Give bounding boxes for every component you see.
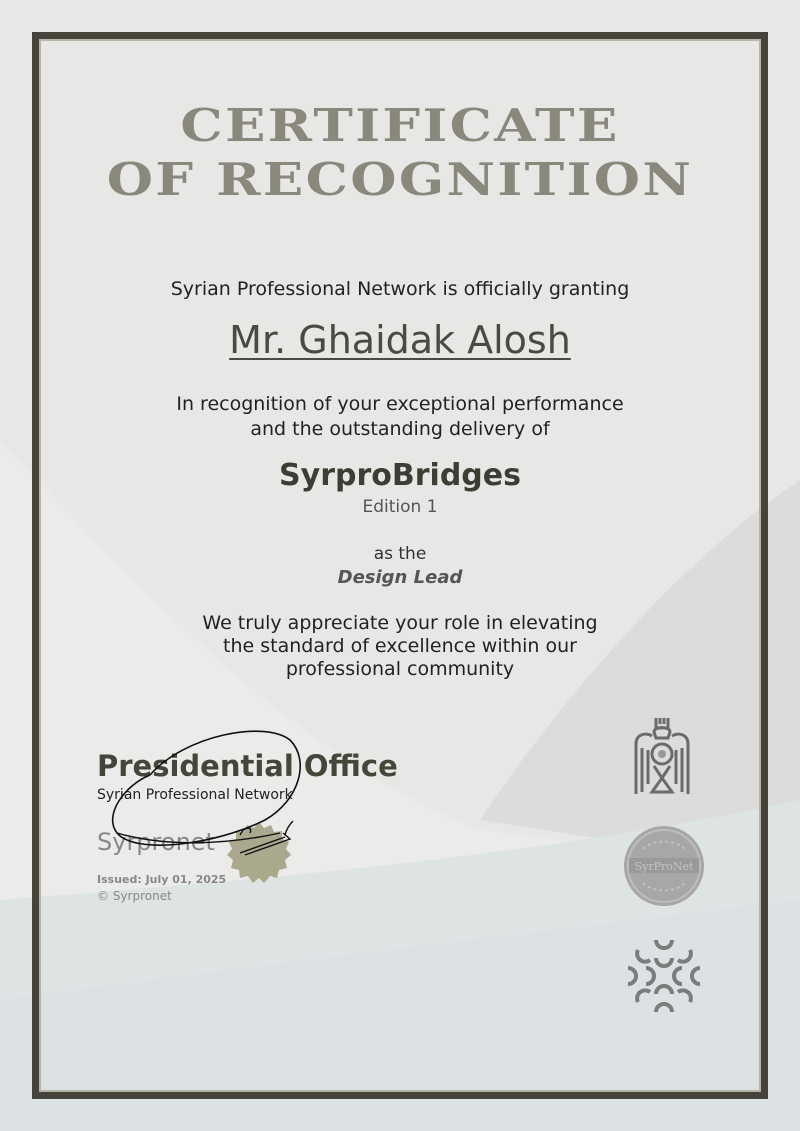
- intro-text: Syrian Professional Network is officially granting: [170, 278, 630, 300]
- recipient-name: [0, 318, 800, 362]
- certificate-title-line1: CERTIFICATE: [180, 99, 620, 152]
- office-title: Presidential Office: [97, 749, 398, 783]
- appreciation-text: [0, 612, 800, 681]
- syrpronet-stamp-icon: [623, 825, 705, 907]
- eagle-emblem-icon: [632, 714, 692, 796]
- signature-icon: [95, 715, 315, 875]
- program-edition: Edition 1: [362, 497, 438, 517]
- recognition-line-1: In recognition of your exceptional performance: [176, 393, 624, 415]
- appreciation-line-2: the standard of excellence within our: [223, 635, 577, 657]
- office-organization: Syrian Professional Network: [97, 787, 293, 803]
- program-name: SyrproBridges: [279, 458, 521, 493]
- copyright-text: © Syrpronet: [97, 889, 172, 903]
- crescent-pattern-emblem-icon: [622, 934, 706, 1018]
- role-title: Design Lead: [337, 567, 463, 588]
- recipient-name-text: Mr. Ghaidak Alosh: [229, 318, 571, 362]
- as-the-text: as the: [373, 544, 427, 564]
- brand-name: Syrpronet: [97, 828, 215, 856]
- stamp-text: SyrProNet: [634, 860, 694, 873]
- appreciation-line-1: We truly appreciate your role in elevating: [202, 612, 598, 634]
- issued-date: Issued: July 01, 2025: [97, 873, 227, 886]
- recognition-text: [0, 392, 800, 442]
- certificate-title-line2: OF RECOGNITION: [106, 153, 694, 206]
- appreciation-line-3: professional community: [285, 658, 515, 680]
- recognition-line-2: and the outstanding delivery of: [250, 418, 550, 440]
